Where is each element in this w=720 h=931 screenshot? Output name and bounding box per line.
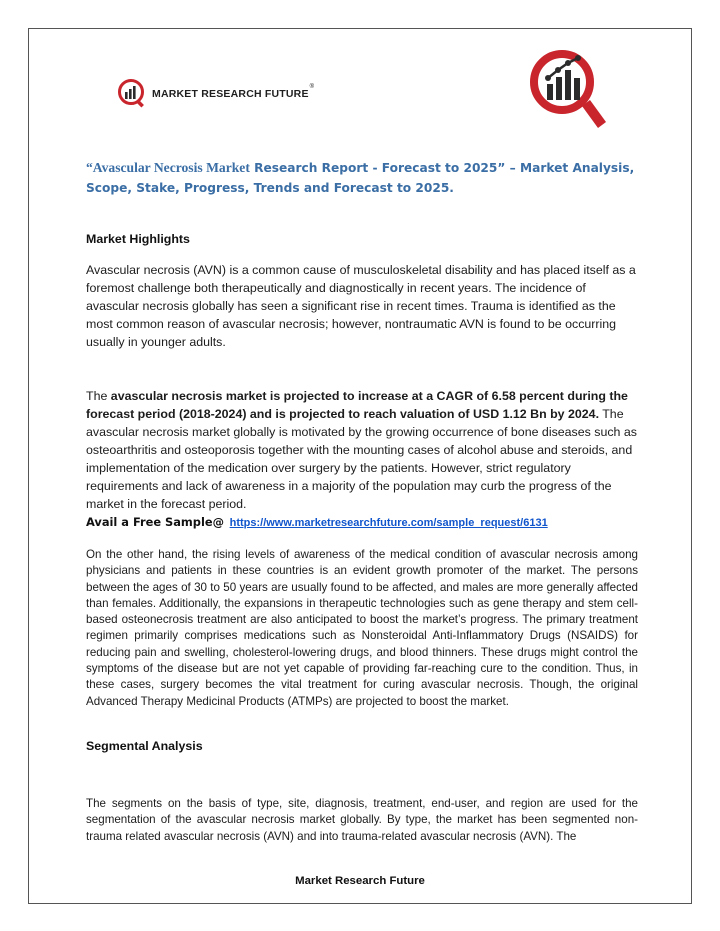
mrf-logo — [118, 78, 314, 108]
report-title — [86, 158, 646, 198]
free-sample-line — [86, 515, 548, 529]
market-highlights-heading: Market Highlights — [86, 232, 190, 246]
title-rest: Research Report - Forecast to 2025” – Market Analysis, — [249, 161, 635, 175]
title-lead: “Avascular Necrosis Market — [86, 160, 250, 175]
sample-request-link[interactable]: https://www.marketresearchfuture.com/sample_request/6131 — [229, 517, 548, 529]
cagr-highlight: avascular necrosis market is projected to increase at a CAGR of 6.58 percent during the forecast period (2018-2024) and is projected to reach valuation of USD 1.12 Bn by 2024. — [86, 389, 628, 421]
cagr-rest: The avascular necrosis market globally is motivated by the growing occurrence of bone diseases such as osteoarthritis and osteoporosis together with the mounting cases of alcohol abuse and steroids, and implementation of the medication over surgery by the patients. However, strict regulatory requirements and lack of awareness in a majority of the population may curb the progress of the market in the forecast period. — [86, 407, 637, 511]
free-sample-label: Avail a Free Sample@ — [86, 515, 224, 529]
awareness-paragraph: On the other hand, the rising levels of awareness of the medical condition of avascular necrosis among physicians and patients in these countries is an evident growth promoter of the market. The persons between the ages of 30 to 50 years are usually found to be affected, and males are more generally affected than females. Additionally, the expansions in therapeutic technologies such as gene therapy and stem cell-based osteonecrosis treatment are also anticipated to boost the market’s progress. The primary treatment regimen primarily comprises medications such as Nonsteroidal Anti-Inflammatory Drugs (NSAIDS) for reducing pain and swelling, cholesterol-lowering drugs, and blood thinners. These drugs might control the symptoms of the disease but are not yet capable of providing far-reaching cure to the condition. Thus, in these cases, surgery becomes the vital treatment for curing avascular necrosis. Though, the original Advanced Therapy Medicinal Products (ATMPs) are projected to boost the market. — [86, 548, 638, 708]
cagr-paragraph — [86, 387, 638, 513]
cagr-prefix: The — [86, 389, 111, 403]
segmental-analysis-heading: Segmental Analysis — [86, 739, 203, 753]
title-line-2: Scope, Stake, Progress, Trends and Forecast to 2025. — [86, 181, 454, 195]
mrf-logo-icon — [118, 78, 148, 108]
registered-mark: ® — [309, 84, 315, 90]
page-footer: Market Research Future — [295, 875, 425, 887]
market-highlights-paragraph: Avascular necrosis (AVN) is a common cause of musculoskeletal disability and has placed itself as a foremost challenge both therapeutically and diagnostically in recent years. The incidence of avascular necrosis globally has seen a significant rise in recent times. Trauma is identified as the most common reason of avascular necrosis; however, nontraumatic AVN is found to be occurring usually in younger adults. — [86, 263, 636, 349]
magnifier-chart-icon — [528, 48, 608, 132]
mrf-logo-text: MARKET RESEARCH FUTURE — [152, 88, 309, 100]
segmental-paragraph: The segments on the basis of type, site, diagnosis, treatment, end-user, and region are used for the segmentation of the avascular necrosis market globally. By type, the market has been segmented non-trauma related avascular necrosis (AVN) and into trauma-related avascular necrosis (AVN). The — [86, 797, 638, 843]
